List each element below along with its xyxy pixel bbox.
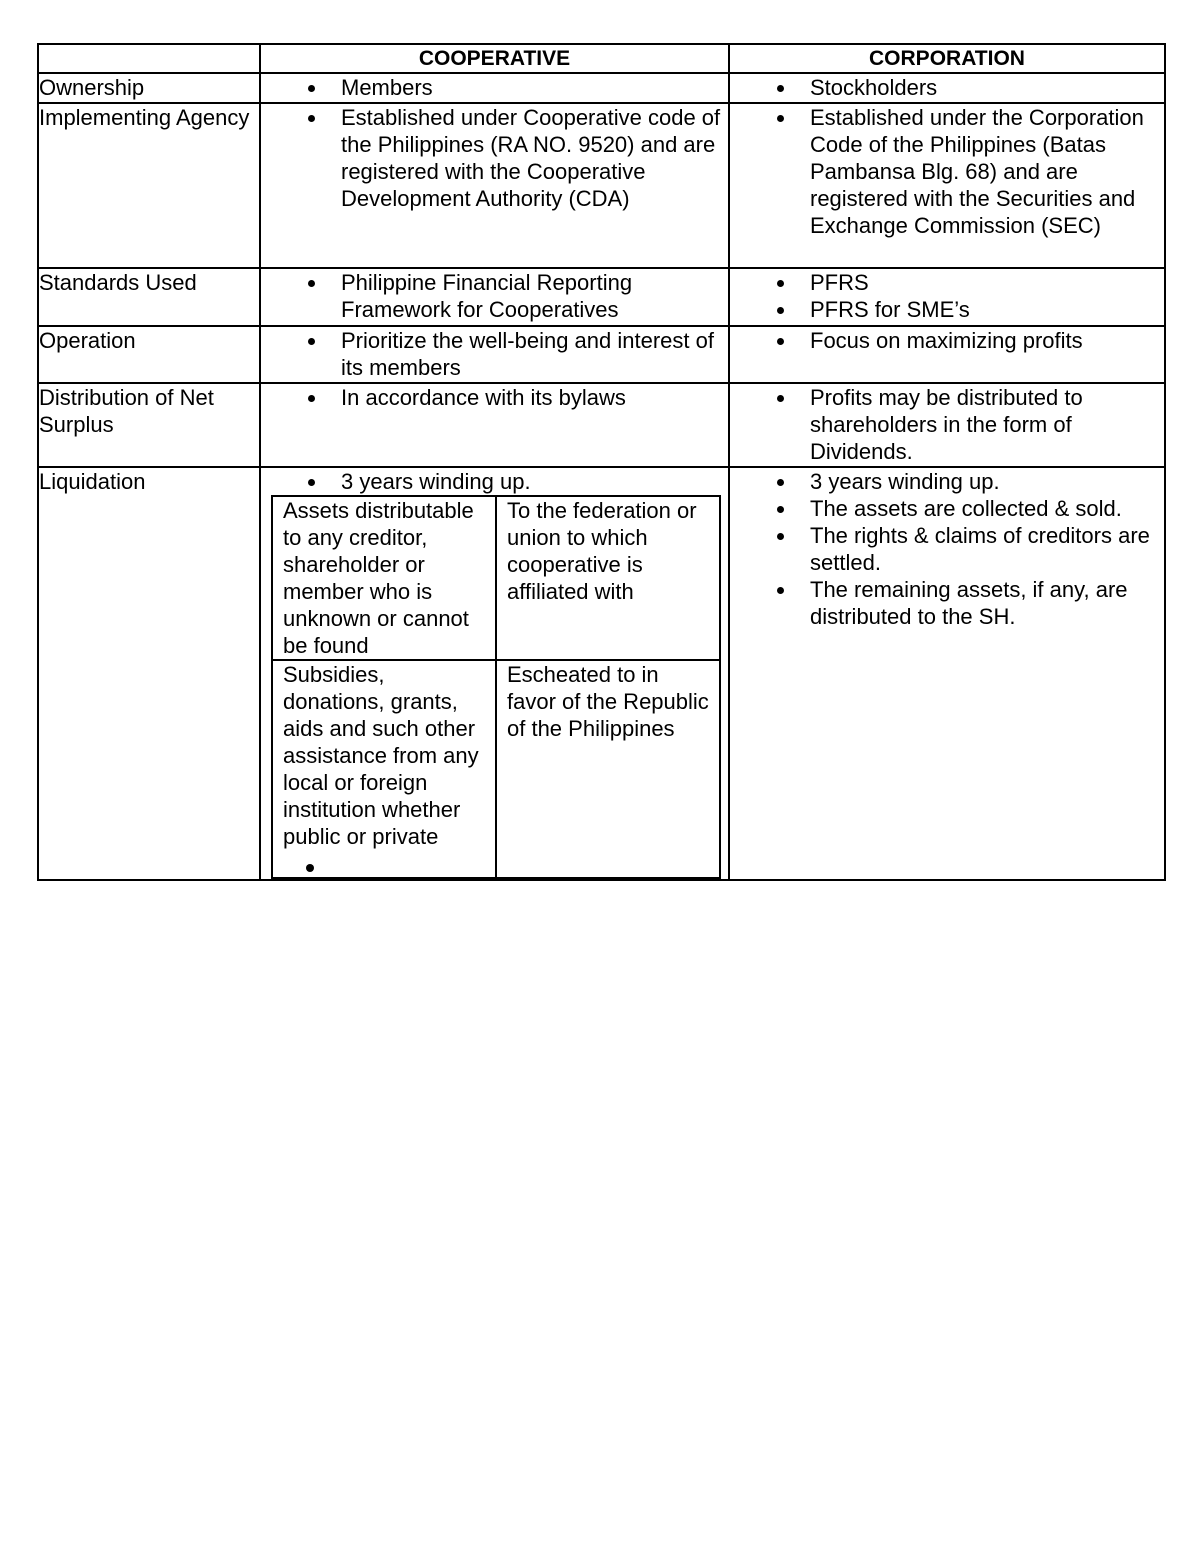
list-item: The rights & claims of creditors are settled. [810, 522, 1164, 576]
table-row [38, 268, 1165, 326]
list-item: Stockholders [810, 74, 1164, 101]
row-label: Ownership [38, 73, 260, 103]
corporation-cell [729, 467, 1165, 880]
corporation-cell [729, 103, 1165, 268]
cooperative-cell [260, 326, 729, 383]
row-label: Liquidation [38, 467, 260, 880]
header-cooperative: COOPERATIVE [260, 44, 729, 73]
table-row [38, 73, 1165, 103]
nested-cell: To the federation or union to which cooperative is affiliated with [496, 496, 720, 660]
table-row [38, 467, 1165, 880]
cooperative-cell [260, 383, 729, 467]
nested-row [272, 496, 720, 660]
list-item: Focus on maximizing profits [810, 327, 1164, 354]
list-item: Established under Cooperative code of the Philippines (RA NO. 9520) and are registered with the Cooperative Development Authority (CDA) [341, 104, 728, 212]
list-item: Prioritize the well-being and interest of its members [341, 327, 728, 381]
list-item: PFRS for SME’s [810, 296, 1164, 323]
row-label: Implementing Agency [38, 103, 260, 268]
cooperative-cell [260, 73, 729, 103]
cooperative-cell [260, 268, 729, 326]
list-item: 3 years winding up. [810, 468, 1164, 495]
list-item: The assets are collected & sold. [810, 495, 1164, 522]
row-label: Operation [38, 326, 260, 383]
liquidation-distribution-table [271, 495, 721, 879]
list-item: Profits may be distributed to shareholders in the form of Dividends. [810, 384, 1164, 465]
stray-bullet-mark [306, 864, 314, 872]
comparison-table [37, 43, 1166, 881]
list-item: 3 years winding up. [341, 468, 728, 495]
row-label: Distribution of Net Surplus [38, 383, 260, 467]
list-item: PFRS [810, 269, 1164, 296]
list-item: In accordance with its bylaws [341, 384, 728, 411]
nested-row [272, 660, 720, 878]
cooperative-cell [260, 103, 729, 268]
corporation-cell [729, 326, 1165, 383]
table-row [38, 383, 1165, 467]
corporation-cell [729, 268, 1165, 326]
corporation-cell [729, 73, 1165, 103]
list-item: Philippine Financial Reporting Framework for Cooperatives [341, 269, 728, 323]
row-label: Standards Used [38, 268, 260, 326]
list-item: Established under the Corporation Code of the Philippines (Batas Pambansa Blg. 68) and are registered with the Securities and Exchange Commission (SEC) [810, 104, 1164, 239]
header-corporation: CORPORATION [729, 44, 1165, 73]
cooperative-cell [260, 467, 729, 880]
nested-cell: Subsidies, donations, grants, aids and such other assistance from any local or foreign institution whether public or private [272, 660, 496, 878]
corporation-cell [729, 383, 1165, 467]
header-row [38, 44, 1165, 73]
table-row [38, 103, 1165, 268]
list-item: Members [341, 74, 728, 101]
header-empty [38, 44, 260, 73]
nested-cell: Assets distributable to any creditor, shareholder or member who is unknown or cannot be found [272, 496, 496, 660]
nested-cell: Escheated to in favor of the Republic of the Philippines [496, 660, 720, 878]
list-item: The remaining assets, if any, are distributed to the SH. [810, 576, 1164, 630]
table-row [38, 326, 1165, 383]
